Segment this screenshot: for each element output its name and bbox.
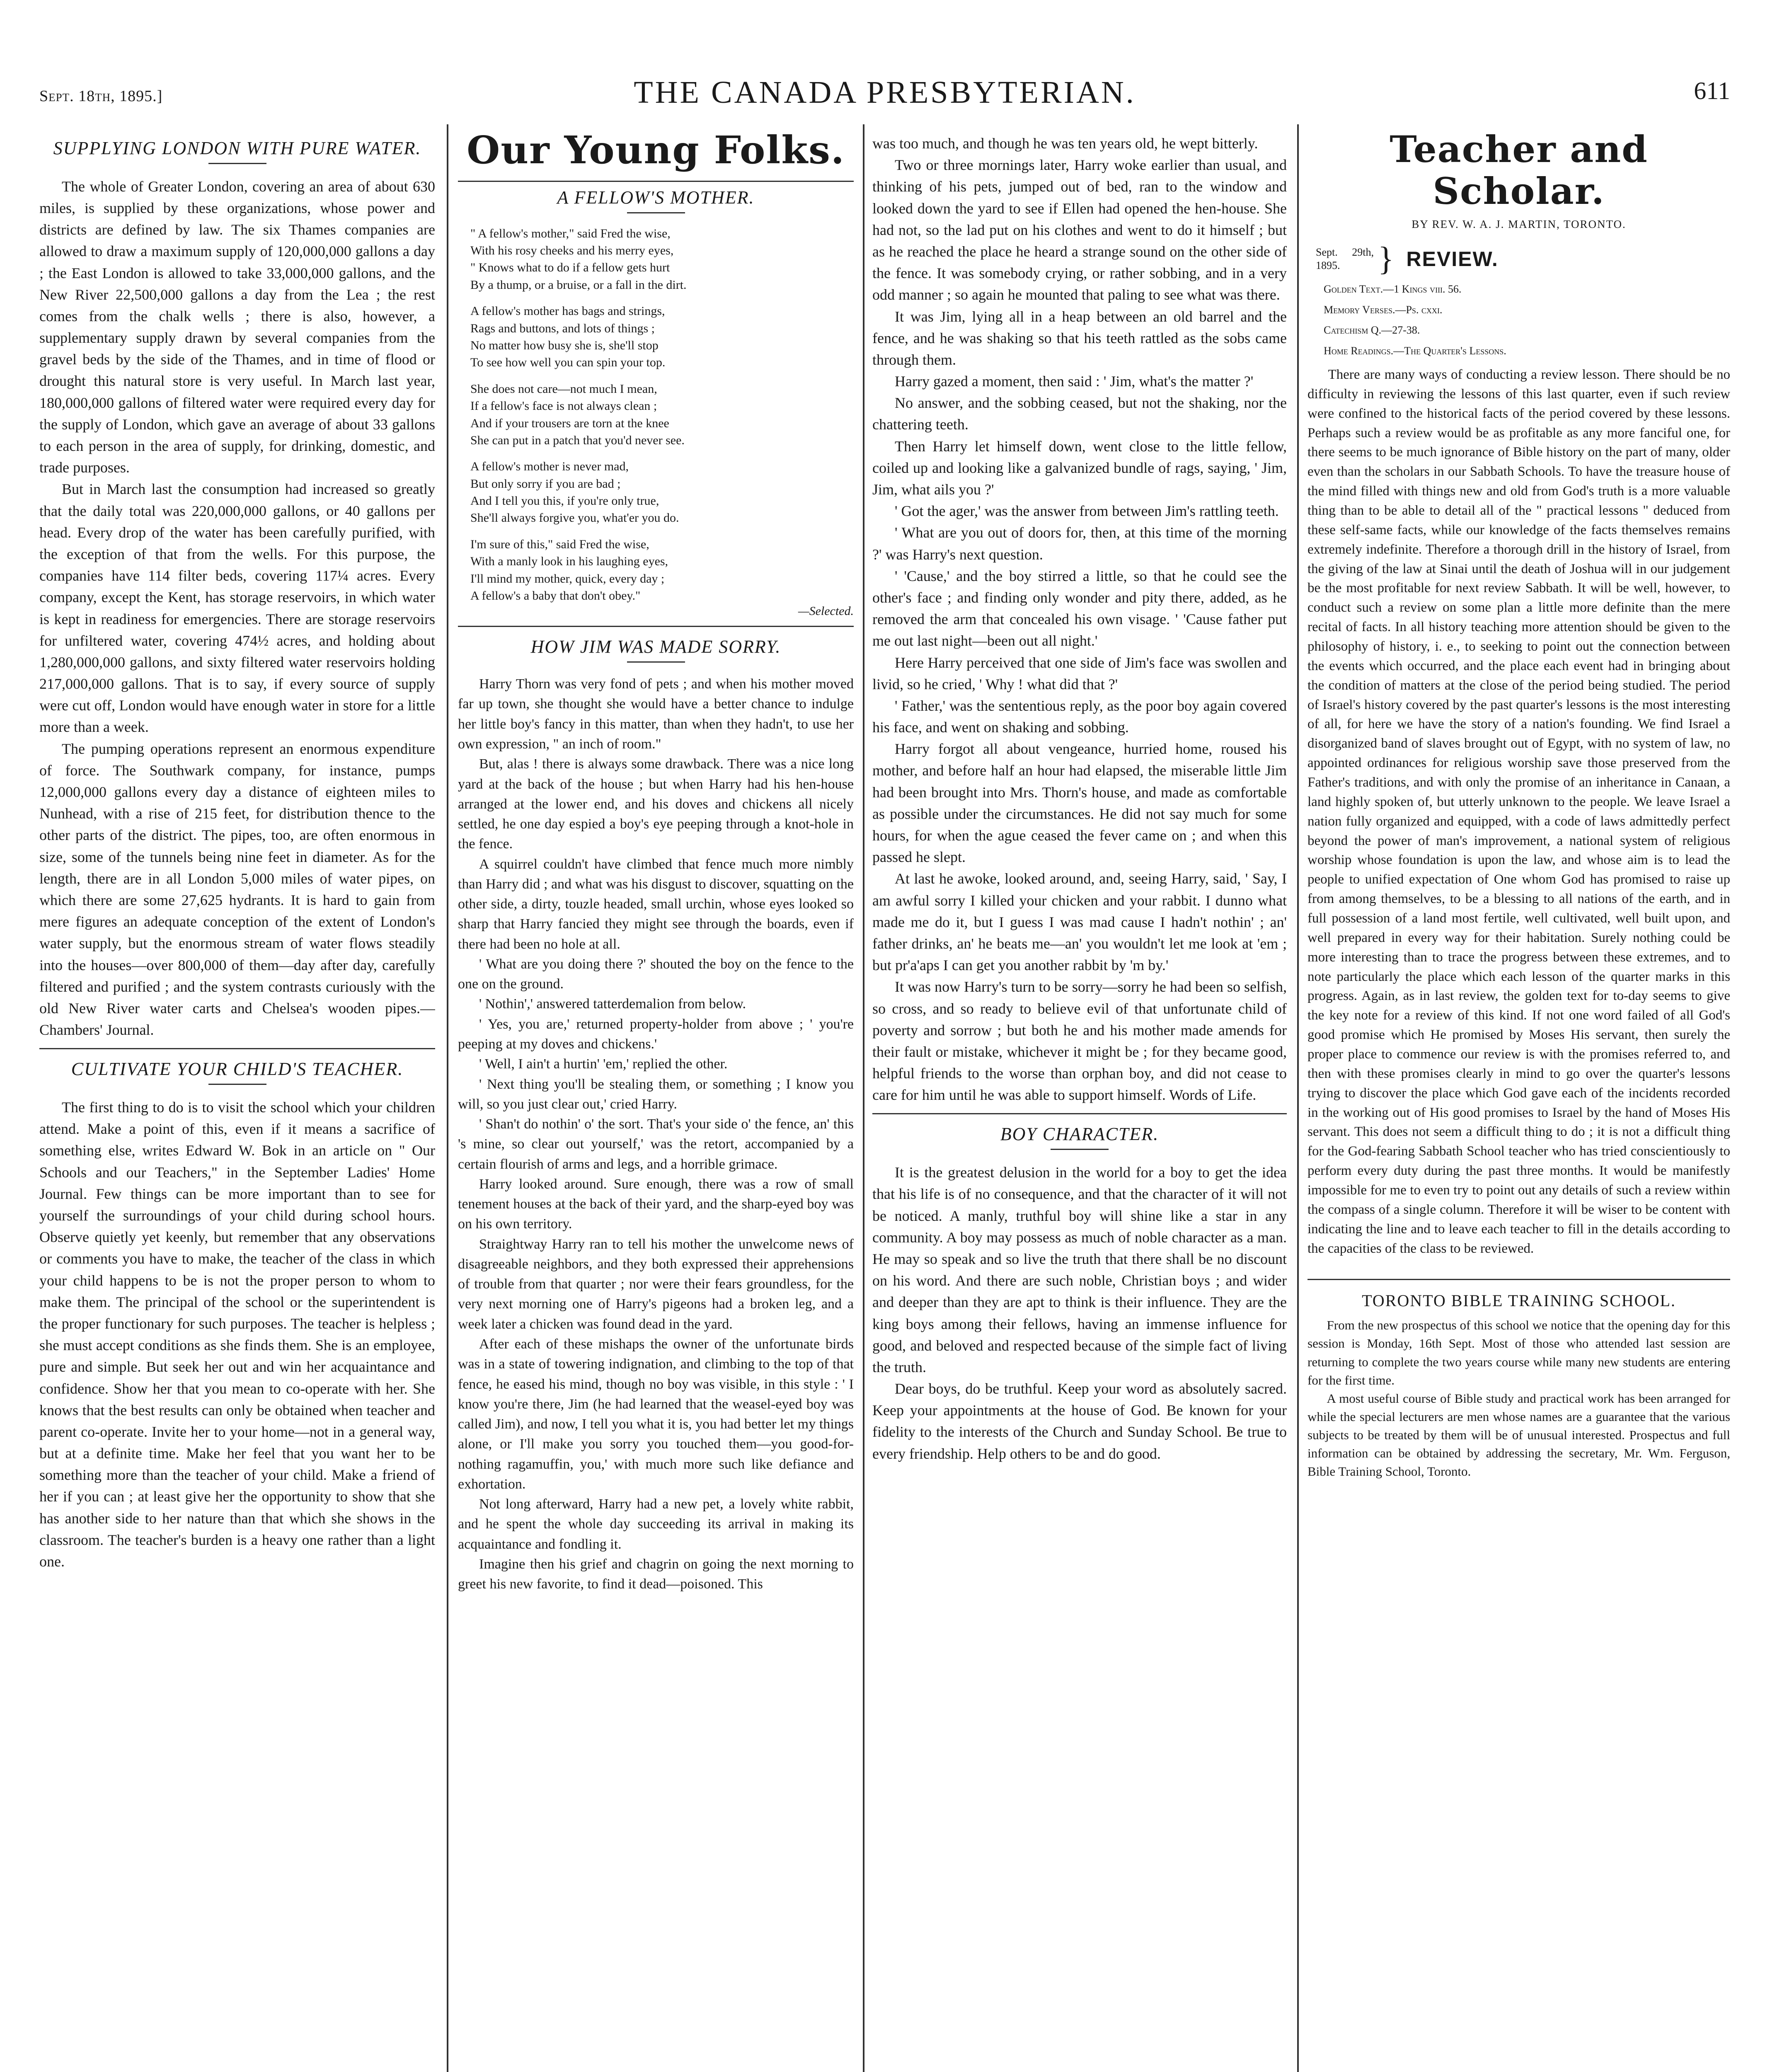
section-masthead: Our Young Folks.: [467, 133, 845, 172]
poem-stanza: A fellow's mother is never mad, But only sorry if you are bad ; And I tell you this, if you're only true, She'll always forgive you, what'er you do.: [470, 460, 679, 525]
article-heading: CULTIVATE YOUR CHILD'S TEACHER.: [71, 1059, 404, 1080]
article-separator: [1308, 1279, 1730, 1280]
paragraph: Harry looked around. Sure enough, there was a row of small tenement houses at the back of their yard, and the sharp-eyed boy was on his own territory.: [458, 1176, 854, 1232]
review-heading-row: [1316, 242, 1730, 276]
paragraph: Dear boys, do be truthful. Keep your word as absolutely sacred. Keep your appointments at the house of God. Be known for your fidelity to the interests of the Church and Sunday School. Be true to every friendship. Help others to be and do good.: [872, 1380, 1287, 1462]
paragraph: It is the greatest delusion in the world for a boy to get the idea that his life is of no consequence, and that the character of it will not be noticed. A manly, truthful boy will shine like a star in any community. A boy may possess as much of noble character as a man. He may so speak and so live the truth that there shall be no discount on his word. And there are such noble, Christian boys ; and wider and deeper than they are apt to think is their influence. They are the king boys among their fellows, having an immense influence for good, and beloved and respected because of the simple fact of living the truth.: [872, 1164, 1287, 1375]
heading-rule: [208, 1084, 266, 1085]
article-heading: SUPPLYING LONDON WITH PURE WATER.: [53, 138, 421, 158]
heading-rule: [208, 163, 266, 164]
paragraph: ' Father,' was the sententious reply, as the poor boy again covered his face, and went on shaking and sobbing.: [872, 697, 1287, 736]
paragraph: ' Yes, you are,' returned property-holder from above ; ' you're peeping at my doves and chickens.': [458, 1016, 854, 1052]
poem-stanza: I'm sure of this," said Fred the wise, With a manly look in his laughing eyes, I'll mind my mother, quick, every day ; A fellow's a baby that don't obey.": [470, 537, 668, 603]
paragraph: It was now Harry's turn to be sorry—sorry he had been so selfish, so cross, and so ready to believe evil of that unfortunate child of poverty and sorrow ; but both he and his mother made amends for their fault or mistake, whichever it might be ; for they became good, helpful friends to the worse than orphan boy, and did not cease to care for him until he was able to support himself. Words of Life.: [872, 978, 1287, 1104]
review-title: REVIEW.: [1406, 247, 1499, 271]
paragraph: Imagine then his grief and chagrin on going the next morning to greet his new favorite, to find it dead—poisoned. This: [458, 1556, 854, 1592]
heading-rule: [627, 661, 685, 663]
masthead-rule: [458, 181, 854, 182]
golden-text: Golden Text.—1 Kings viii. 56.: [1324, 283, 1462, 295]
paragraph: From the new prospectus of this school we notice that the opening day for this session is Monday, 16th Sept. Most of those who attended last session are returning to complete the two years course while many new students are entering for the first time.: [1308, 1318, 1730, 1387]
paragraph: ' 'Cause,' and the boy stirred a little, so that he could see the other's face ; and finding only wonder and pity there, added, as he removed the arm that concealed his own visage. ' 'Cause father put me out last night—been out all night.': [872, 567, 1287, 649]
article-separator: [458, 626, 854, 627]
article-heading: HOW JIM WAS MADE SORRY.: [530, 637, 781, 657]
article-heading: BOY CHARACTER.: [1000, 1124, 1159, 1145]
poem-stanza: " A fellow's mother," said Fred the wise, With his rosy cheeks and his merry eyes, " Knows what to do if a fellow gets hurt By a thump, or a bruise, or a fall in the dirt.: [470, 226, 687, 292]
paragraph: The pumping operations represent an enormous expenditure of force. The Southwark company, for instance, pumps 12,000,000 gallons every day a distance of eighteen miles to Nunhead, with a rise of 215 feet, for distribution thence to the other parts of the district. The pipes, too, are often enormous in size, some of the tunnels being nine feet in diameter. As for the length, there are in all London 5,000 miles of water pipes, on which there are some 27,625 hydrants. It is hard to gain from mere figures an adequate conception of the extent of London's water supply, but the enormous stream of water flows steadily into the houses—over 800,000 of them—day after day, carefully filtered and purified ; and the system contrasts curiously with the old New River water carts and Chelsea's wooden pipes.—Chambers' Journal.: [39, 740, 435, 1038]
paragraph: The whole of Greater London, covering an area of about 630 miles, is supplied by these organizations, whose power and districts are defined by law. The six Thames companies are allowed to draw a maximum supply of 120,000,000 gallons a day ; the East London is allowed to take 33,000,000 gallons, and the New River 22,500,000 gallons a day from the Lea ; the rest comes from the chalk wells ; there is also, however, a supplementary supply drawn by several companies from the gravel beds by the side of the Thames, and in time of flood or drought this natural store is very useful. In March last year, 180,000,000 gallons of filtered water were required every day for the supply of London, which gave an average of about 33 gallons to each person in the area of supply, for drinking, domestic, and trade purposes.: [39, 178, 435, 476]
paragraph: Harry gazed a moment, then said : ' Jim, what's the matter ?': [895, 373, 1254, 390]
paragraph: Harry forgot all about vengeance, hurried home, roused his mother, and before half an hour had elapsed, the miserable little Jim had been brought into Mrs. Thorn's house, and made as comfortable as possible under the circumstances. He did not say much for some hours, for when the ague ceased the fever came on ; and when this passed he slept.: [872, 741, 1287, 866]
paragraph: Then Harry let himself down, went close to the little fellow, coiled up and looking like a galvanized bundle of rags, saying, ' Jim, Jim, what ails you ?': [872, 438, 1287, 498]
paragraph: But in March last the consumption had increased so greatly that the daily total was 220,000,000 gallons, or 40 gallons per head. Every drop of the water has been carefully purified, with the exception of that from the wells. For this purpose, the companies have 114 filter beds, covering 117¼ acres. Every company, except the Kent, has storage reservoirs, in which water is kept in readiness for emergencies. There are storage reservoirs for unfiltered water, covering 474½ acres, and holding about 1,280,000,000 gallons, and sixty filtered water reservoirs holding 217,000,000 gallons. That is to say, if every source of supply were cut off, London would have enough water in store for a little more than a week.: [39, 481, 435, 736]
paragraph: was too much, and though he was ten years old, he wept bitterly.: [872, 135, 1258, 152]
article-separator: [39, 1048, 435, 1049]
paragraph: ' Nothin',' answered tatterdemalion from below.: [479, 996, 746, 1012]
column-rule: [447, 124, 448, 2072]
page-header: [39, 75, 1730, 120]
paragraph: Harry Thorn was very fond of pets ; and when his mother moved far up town, she thought she would have a better chance to indulge her little boy's fancy in this matter, than when they hadn't, to use her own expression, " an inch of room.": [458, 676, 854, 752]
page-number: 611: [1694, 77, 1730, 104]
column-3: [872, 133, 1287, 2072]
paragraph: The first thing to do is to visit the school which your children attend. Make a point of this, even if it means a sacrifice of something else, writes Edward W. Bok in an article on " Our Schools and our Teachers," in the September Ladies' Home Journal. Few things can be more important than to see for yourself the surroundings of your child during school hours. Observe quietly yet keenly, but remember that any observations or comments you have to make, the teacher of the class in which your child happens to be is not the proper person to whom to make them. The principal of the school or the superintendent is the proper functionary for such purposes. The teacher is helpless ; she must accept conditions as she finds them. She is an employee, pure and simple. But seek her out and win her acquaintance and confidence. Show her that you mean to co-operate with her. She knows that the best results can only be obtained when teacher and parent co-operate. Invite her to your home—not in a general way, but at a definite time. Make her feel that you want her to be something more than the teacher of your child. Make a friend of her if you can ; at least give her the opportunity to show that she has another side to her nature than that which she shows in the classroom. The teacher's burden is a heavy one rather than a light one.: [39, 1099, 435, 1570]
brace-glyph: }: [1378, 241, 1394, 278]
paragraph: Two or three mornings later, Harry woke earlier than usual, and thinking of his pets, jumped out of bed, ran to the window and looked down the yard to see if Ellen had opened the hen-house. She had not, so the lad put on his clothes and went to do it himself ; but as he reached the place he heard a strange sound on the other side of the fence. It was somebody crying, or rather sobbing, and in a very odd manner ; so again he mounted that paling to see what was there.: [872, 157, 1287, 303]
paragraph: ' Got the ager,' was the answer from between Jim's rattling teeth.: [895, 503, 1279, 520]
memory-verses: Memory Verses.—Ps. cxxi.: [1324, 303, 1443, 316]
poem-stanza: A fellow's mother has bags and strings, Rags and buttons, and lots of things ; No matter how busy she is, she'll stop To see how well you can spin your top.: [470, 304, 666, 370]
paragraph: It was Jim, lying all in a heap between an old barrel and the fence, and he was shaking so that his teeth rattled as the sobs came through them.: [872, 308, 1287, 368]
poem-stanza: She does not care—not much I mean, If a fellow's face is not always clean ; And if your trousers are torn at the knee She can put in a patch that you'd never see.: [470, 382, 685, 447]
issue-date: Sept. 18th, 1895.]: [39, 87, 163, 105]
paragraph: ' Shan't do nothin' o' the sort. That's your side o' the fence, an' this 's mine, so clear out yourself,' was the retort, accompanied by a certain flourish of arms and legs, and a horrible grimace.: [458, 1116, 854, 1172]
column-rule: [863, 124, 864, 2072]
column-rule: [1297, 124, 1299, 2072]
review-date: Sept. 29th, 1895.: [1316, 246, 1374, 272]
poem-heading: A FELLOW'S MOTHER.: [557, 187, 755, 208]
paragraph: No answer, and the sobbing ceased, but not the shaking, nor the chattering teeth.: [872, 395, 1287, 433]
article-separator: [872, 1113, 1287, 1114]
column-4: [1308, 133, 1730, 2072]
heading-rule: [1051, 1149, 1109, 1150]
catechism: Catechism Q.—27-38.: [1324, 324, 1420, 336]
paragraph: But, alas ! there is always some drawback. There was a nice long yard at the back of the house ; but when Harry had his hen-house arranged at the lower end, and his doves and chickens all nicely settled, he one day espied a boy's eye peeping through a knot-hole in the fence.: [458, 756, 854, 852]
newspaper-title: THE CANADA PRESBYTERIAN.: [634, 75, 1136, 110]
paragraph: Here Harry perceived that one side of Jim's face was swollen and livid, so he cried, ' Why ! what did that ?': [872, 654, 1287, 692]
paragraph: ' What are you doing there ?' shouted the boy on the fence to the one on the ground.: [458, 956, 854, 992]
paragraph: Straightway Harry ran to tell his mother the unwelcome news of disagreeable neighbors, and they both expressed their apprehensions of trouble from that quarter ; nor were their fears groundless, for the very next morning one of Harry's pigeons had a broken leg, and a week later a chicken was found dead in the yard.: [458, 1236, 854, 1332]
paragraph: There are many ways of conducting a review lesson. There should be no difficulty in reviewing the lessons of this last quarter, even if such review were confined to the historical facts of the period covered by these lessons. Perhaps such a review would be as profitable as any more fanciful one, for there seems to be much ignorance of Bible history on the part of many, older even than the scholars in our Sabbath Schools. To have the treasure house of the mind filled with things new and old from God's truth is a more valuable thing than to be able to detail all of the " practical lessons " deduced from these self-same facts, while our knowledge of the facts themselves remains extremely indefinite. Therefore a thorough drill in the history of Israel, from the giving of the law at Sinai until the death of Joshua will in our judgement be the most profitable for next review Sabbath. It will be well, however, to conduct such a review on some plan a little more definite than the mere recital of facts. In all history teaching more attention should be given to the philosophy of history, i. e., to seeking to point out the connection between the events which occurred, and the place each event had in bringing about the condition of matters at the close of the period being studied. The period of Israel's history covered by the past quarter's lessons is the most interesting of all, for here we have the story of a nation's founding. We find Israel a disorganized band of slaves brought out of Egypt, with no system of law, no appointed ordinances for religious worship save those preserved from the Father's traditions, and with only the promise of an inheritance in Canaan, a land highly spoken of, but utterly unknown to the people. We leave Israel a nation fully organized and equipped, with a code of laws admittedly perfect beyond the power of man's improvement, a national system of religious worship whose foundation is upon the law, and whose aim is to lead the people to unified expectation of One whom God has promised to raise up from among themselves, to be a blessing to all nations of the earth, and in full possession of a land most fertile, well cultivated, well built upon, and well prepared in every way for their habitation. Surely nothing could be more interesting than to trace the progress between these extremes, and to note particularly the place which each lesson of the quarter marks in this progress. Again, as in last review, the golden text for to-day seems to give the key note for a review of this kind. If not one word failed of all God's good promise which He promised by Moses His servant, then surely the proper place to commence our review is with the promises referred to, and then with these promises clearly in mind to go over the quarter's lessons trying to discover the place which God gave each of the incidents recorded in the working out of His good promises to Israel by the hand of Moses His servant. This does not seem a difficult thing to do ; it is not a difficult thing for the God-fearing Sabbath School teacher who has tried conscientiously to perform every duty during the past three months. It would be manifestly impossible for me to even try to point out any details of such a review within the compass of a single column. Therefore it will be wiser to be content with indicating the line and to leave each teacher to fill in the details according to the capacities of the class to be reviewed.: [1308, 367, 1730, 1256]
home-readings: Home Readings.—The Quarter's Lessons.: [1324, 344, 1506, 357]
column-1: [39, 133, 435, 2072]
paragraph: ' Well, I ain't a hurtin' 'em,' replied the other.: [479, 1056, 728, 1072]
paragraph: A most useful course of Bible study and practical work has been arranged for while the special lecturers are men whose names are a guarantee that the various subjects to be treated by them will be of unusual interested. Prospectus and full information can be obtained by addressing the secretary, Mr. Wm. Ferguson, Bible Training School, Toronto.: [1308, 1391, 1730, 1479]
paragraph: At last he awoke, looked around, and, seeing Harry, said, ' Say, I am awful sorry I killed your chicken and your rabbit. I dunno what made me do it, but I guess I was mad cause I hadn't nothin' ; an' father drinks, an' he beats me—an' you wouldn't let me look at 'em ; but pr'a'aps I can get you another rabbit by 'm by.': [872, 870, 1287, 974]
section-masthead: Teacher and Scholar.: [1390, 133, 1648, 213]
paragraph: After each of these mishaps the owner of the unfortunate birds was in a state of towering indignation, and climbing to the top of that fence, he eased his mind, though no boy was visible, in this style : ' I know you're there, Jim (he had learned that the weasel-eyed boy was called Jim), and now, I tell you what it is, you had better let my things alone, or I'll make you sorry you touched them—you good-for-nothing ragamuffin, you,' with much more such like defiance and exhortation.: [458, 1336, 854, 1492]
paragraph: Not long afterward, Harry had a new pet, a lovely white rabbit, and he spent the whole day succeeding its arrival in making its acquaintance and fondling it.: [458, 1496, 854, 1552]
paragraph: ' Next thing you'll be stealing them, or something ; I know you will, so you just clear out,' cried Harry.: [458, 1076, 854, 1112]
column-2: [458, 133, 854, 2072]
attribution: —Selected.: [798, 604, 854, 618]
heading-rule: [627, 212, 685, 213]
byline: BY REV. W. A. J. MARTIN, TORONTO.: [1412, 218, 1626, 231]
paragraph: A squirrel couldn't have climbed that fence much more nimbly than Harry did ; and what was his disgust to discover, squatting on the other side, a dirty, touzle headed, small urchin, whose eyes looked so sharp that Harry fancied they might see through the boards, even if there had been no hole at all.: [458, 856, 854, 952]
article-heading: TORONTO BIBLE TRAINING SCHOOL.: [1362, 1291, 1676, 1310]
paragraph: ' What are you out of doors for, then, at this time of the morning ?' was Harry's next question.: [872, 524, 1287, 563]
